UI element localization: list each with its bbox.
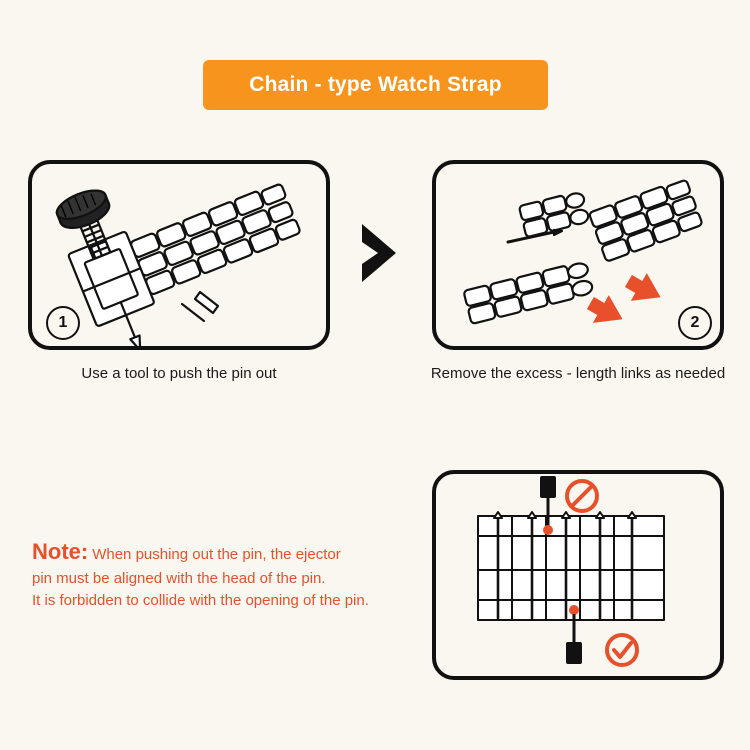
pin-alignment-detail-panel (432, 470, 724, 680)
note-block (32, 536, 422, 611)
right-chevron-arrow-icon (358, 222, 402, 284)
prohibited-icon (567, 481, 597, 511)
pin-alignment-detail-illustration (436, 474, 720, 676)
step-2-caption: Remove the excess - length links as needed (430, 365, 726, 382)
page-title-banner (203, 60, 548, 110)
note-line-2: pin must be aligned with the head of the pin. (32, 569, 326, 587)
step-2-number-badge (678, 306, 712, 340)
step-1-caption: Use a tool to push the pin out (81, 365, 277, 382)
page-title: Chain - type Watch Strap (249, 73, 502, 96)
direction-arrows (582, 267, 667, 335)
note-line-1: When pushing out the pin, the ejector (92, 546, 341, 563)
step-2-number: 2 (690, 314, 700, 331)
step-1-number: 1 (58, 314, 68, 331)
note-first-line (32, 536, 422, 568)
note-label: Note: (32, 539, 89, 564)
step-1-number-badge (46, 306, 80, 340)
note-line-3: It is forbidden to collide with the opening of the pin. (32, 591, 369, 609)
check-circle-icon (607, 635, 637, 665)
